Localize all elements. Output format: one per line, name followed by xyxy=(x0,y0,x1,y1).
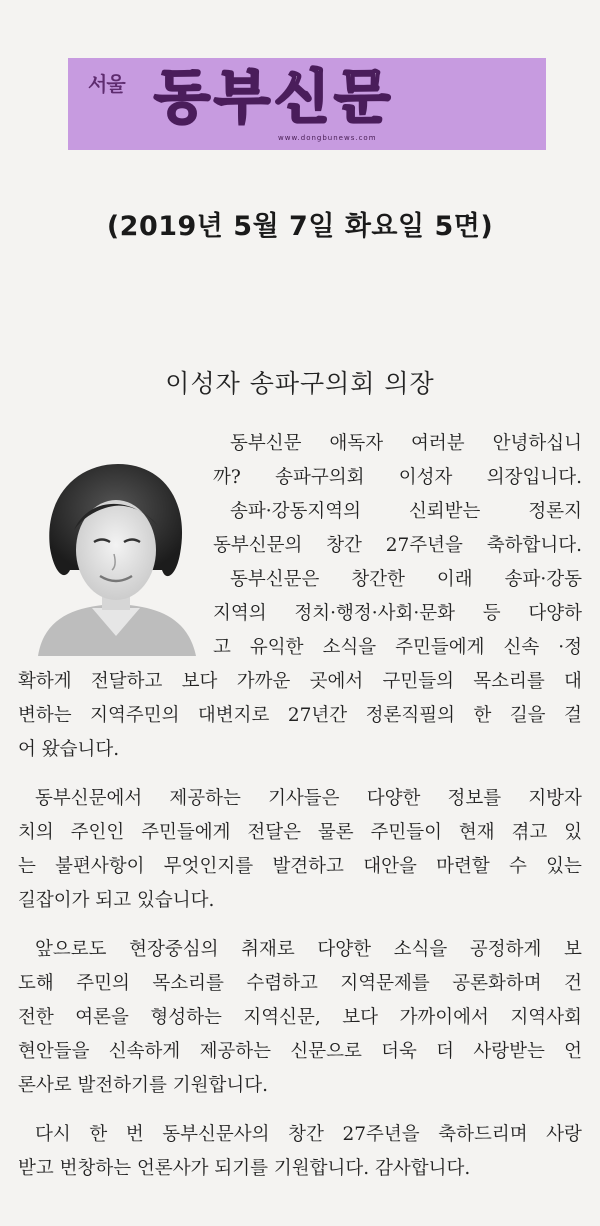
text-line: 확하게 전달하고 보다 가까운 곳에서 구민들의 목소리를 대 xyxy=(18,671,582,692)
text-line: 지역의 정치·행정·사회·문화 등 다양하 xyxy=(213,603,582,624)
text-line: 동부신문에서 제공하는 기사들은 다양한 정보를 지방자 xyxy=(35,788,582,809)
text-line: 앞으로도 현장중심의 취재로 다양한 소식을 공정하게 보 xyxy=(35,939,582,960)
masthead-region: 서울 xyxy=(88,72,125,96)
article-headline: 이성자 송파구의회 의장 xyxy=(165,369,435,398)
text-line: 는 불편사항이 무엇인지를 발견하고 대안을 마련할 수 있는 xyxy=(18,856,582,877)
text-line: 현안들을 신속하게 제공하는 신문으로 더욱 더 사랑받는 언 xyxy=(18,1041,582,1062)
masthead-title: 동부신문 xyxy=(154,63,395,131)
portrait-photo xyxy=(30,458,202,656)
masthead xyxy=(68,58,546,150)
dateline: (2019년 5월 7일 화요일 5면) xyxy=(106,211,494,242)
text-line: 받고 번창하는 언론사가 되기를 기원합니다. 감사합니다. xyxy=(18,1158,471,1179)
masthead-url: www.dongbunews.com xyxy=(278,134,377,142)
text-line: 어 왔습니다. xyxy=(18,739,120,760)
text-line: 송파·강동지역의 신뢰받는 정론지 xyxy=(230,501,582,522)
text-line: 론사로 발전하기를 기원합니다. xyxy=(18,1075,268,1096)
text-line: 다시 한 번 동부신문사의 창간 27주년을 축하드리며 사랑 xyxy=(35,1124,582,1145)
text-line: 동부신문 애독자 여러분 안녕하십니 xyxy=(230,433,582,454)
text-line: 동부신문의 창간 27주년을 축하합니다. xyxy=(213,535,582,556)
text-line: 까? 송파구의회 이성자 의장입니다. xyxy=(213,467,582,488)
text-line: 변하는 지역주민의 대변지로 27년간 정론직필의 한 길을 걸 xyxy=(18,705,582,726)
text-line: 전한 여론을 형성하는 지역신문, 보다 가까이에서 지역사회 xyxy=(18,1007,582,1028)
text-line: 치의 주인인 주민들에게 전달은 물론 주민들이 현재 겪고 있 xyxy=(18,822,582,843)
text-line: 길잡이가 되고 있습니다. xyxy=(18,890,215,911)
text-line: 도해 주민의 목소리를 수렴하고 지역문제를 공론화하며 건 xyxy=(18,973,582,994)
text-line: 동부신문은 창간한 이래 송파·강동 xyxy=(230,569,582,590)
text-line: 고 유익한 소식을 주민들에게 신속 ·정 xyxy=(213,637,582,658)
